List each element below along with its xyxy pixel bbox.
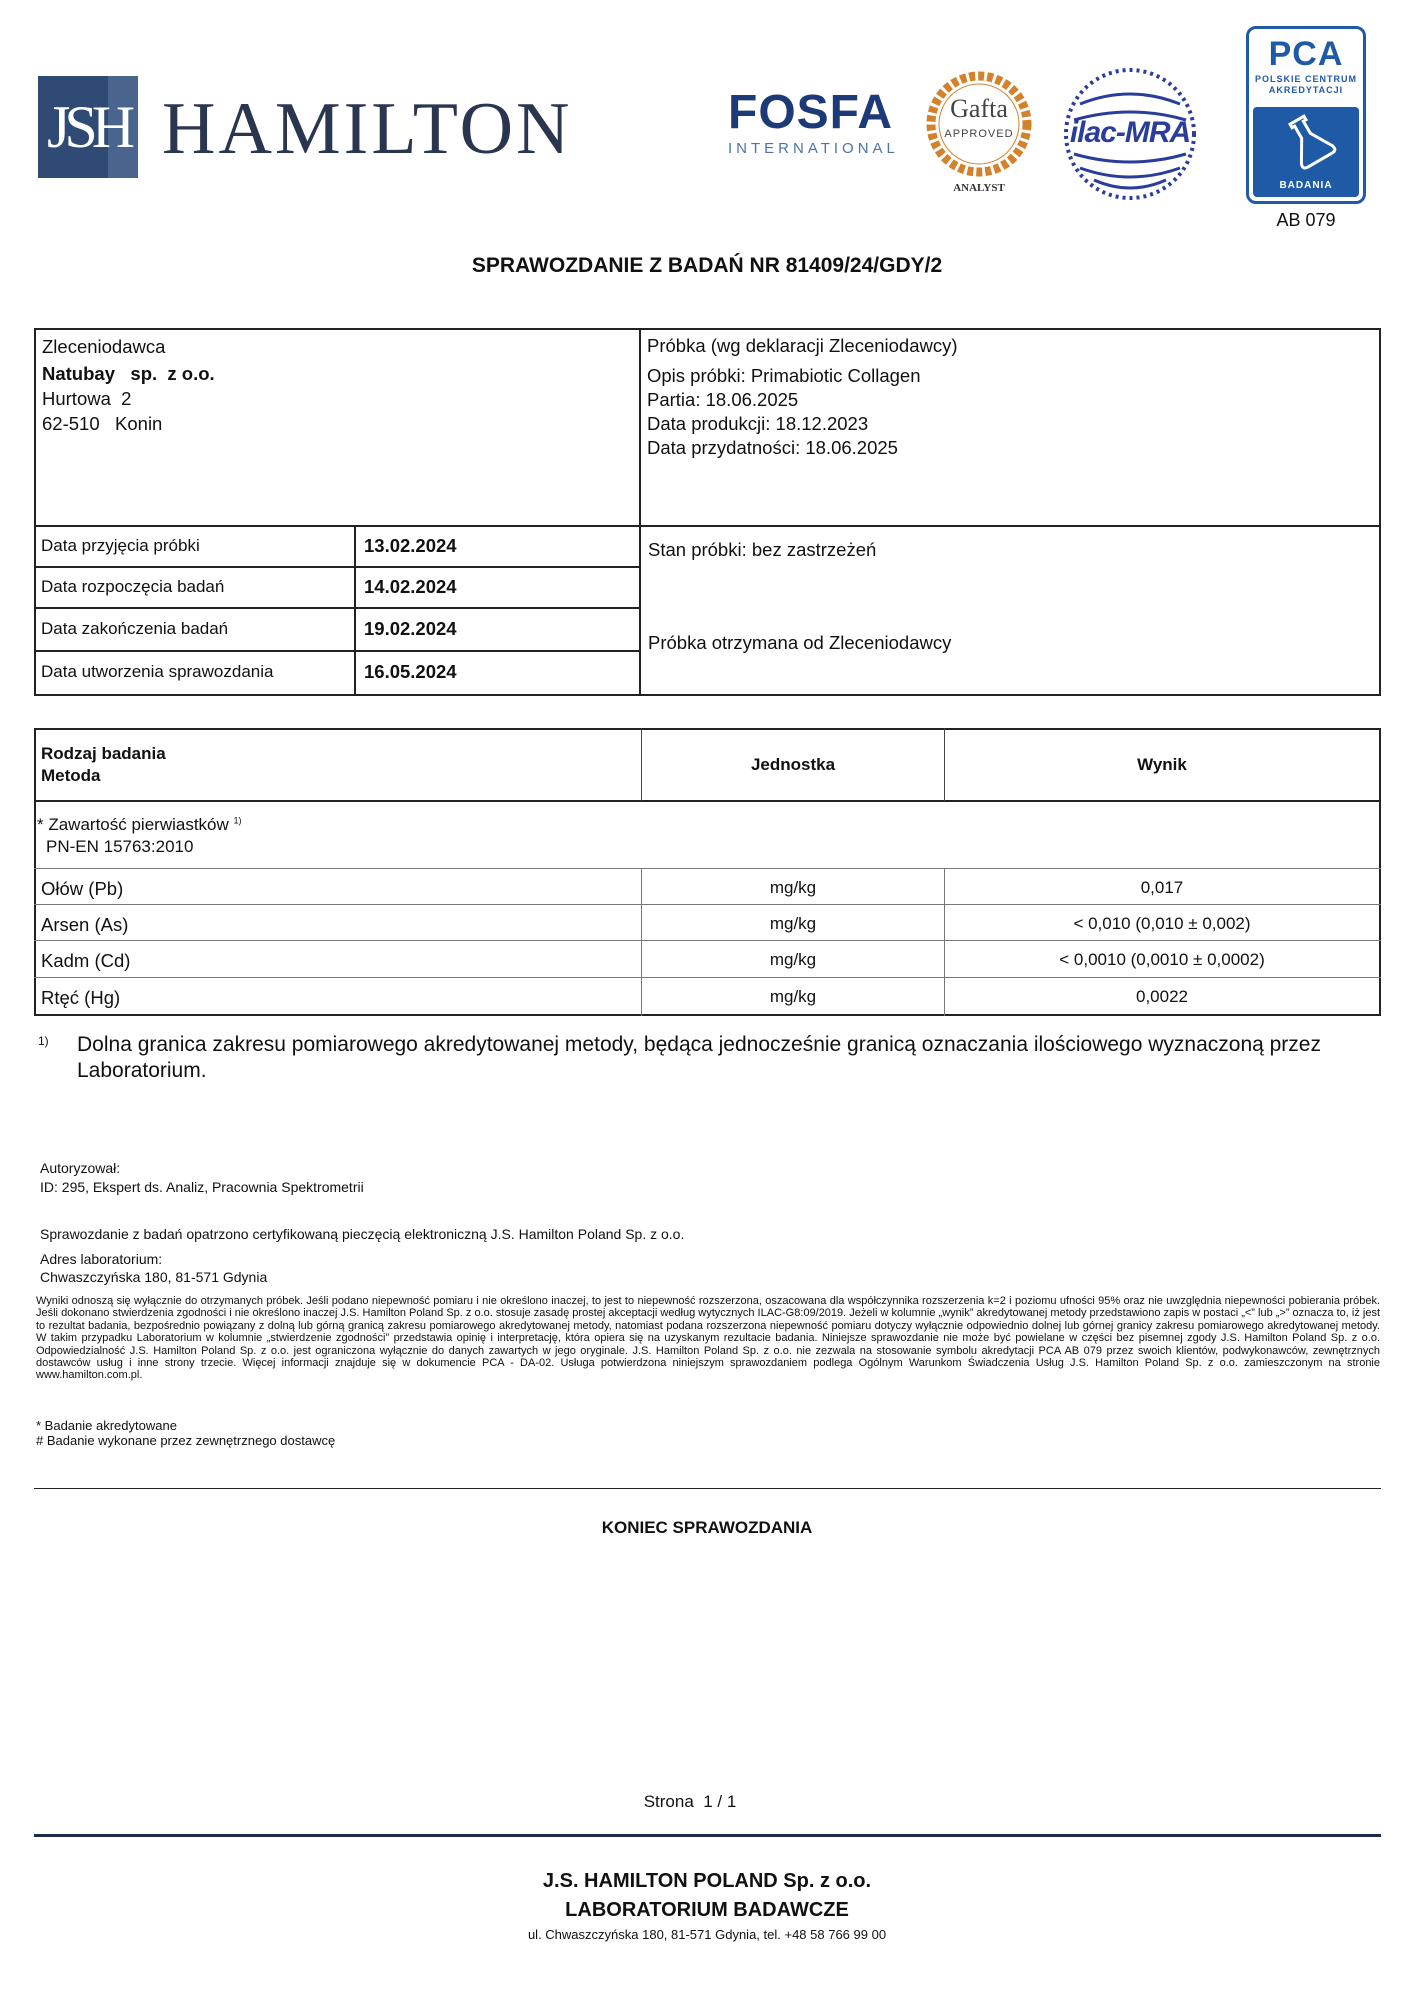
date-value: 14.02.2024 <box>364 576 457 597</box>
date-row-line <box>34 566 641 568</box>
results-header-line <box>34 800 1381 802</box>
group-title-text: * Zawartość pierwiastków <box>37 815 229 834</box>
dates-col-divider <box>354 525 356 696</box>
pca-subtitle-2: AKREDYTACJI <box>1268 85 1344 95</box>
authorized-label: Autoryzował: <box>40 1160 121 1176</box>
report-title: SPRAWOZDANIE Z BADAŃ NR 81409/24/GDY/2 <box>471 254 943 277</box>
result-value: 0,017 <box>1140 878 1184 897</box>
client-dates-divider <box>34 525 1381 527</box>
result-unit: mg/kg <box>769 987 817 1006</box>
sample-description: Opis próbki: Primabiotic Collagen <box>647 365 921 386</box>
flask-icon <box>1253 107 1365 177</box>
legend-accredited: * Badanie akredytowane <box>36 1418 177 1433</box>
client-city: 62-510 Konin <box>42 413 163 434</box>
hamilton-monogram-logo <box>38 76 138 178</box>
result-unit: mg/kg <box>769 878 817 897</box>
authorized-value: ID: 295, Ekspert ds. Analiz, Pracownia Spektrometrii <box>40 1179 364 1195</box>
group-footnote-ref: 1) <box>233 815 242 826</box>
result-value: < 0,0010 (0,0010 ± 0,0002) <box>1059 950 1265 969</box>
date-label: Data przyjęcia próbki <box>41 536 200 555</box>
table-row-line <box>34 904 1381 905</box>
footer-address: ul. Chwaszczyńska 180, 81-571 Gdynia, tel. +48 58 766 99 00 <box>527 1927 887 1942</box>
sample-batch: Partia: 18.06.2025 <box>647 389 799 410</box>
pca-title: PCA <box>1268 35 1344 73</box>
hamilton-wordmark: HAMILTON <box>162 88 573 170</box>
col-header-result: Wynik <box>1137 755 1187 774</box>
pca-subtitle-1: POLSKIE CENTRUM <box>1254 74 1357 84</box>
table-row-line <box>34 977 1381 978</box>
client-divider <box>639 328 641 696</box>
date-label: Data rozpoczęcia badań <box>41 577 225 596</box>
date-value: 16.05.2024 <box>364 661 457 682</box>
client-name: Natubay sp. z o.o. <box>42 363 215 384</box>
sample-expiry-date: Data przydatności: 18.06.2025 <box>647 437 898 458</box>
end-of-report: KONIEC SPRAWOZDANIA <box>601 1518 813 1537</box>
end-divider <box>34 1488 1381 1489</box>
footer-lab: LABORATORIUM BADAWCZE <box>565 1899 849 1921</box>
result-group-method: PN-EN 15763:2010 <box>46 837 194 856</box>
result-name: Arsen (As) <box>41 914 129 935</box>
fosfa-logo <box>728 88 908 162</box>
ilac-mra-logo <box>1060 64 1200 204</box>
hamilton-monogram: JSH <box>46 94 130 160</box>
date-row-line <box>34 650 641 652</box>
sample-production-date: Data produkcji: 18.12.2023 <box>647 413 869 434</box>
col-header-method: Metoda <box>41 766 101 785</box>
pca-accreditation-logo <box>1246 26 1366 204</box>
date-value: 13.02.2024 <box>364 535 457 556</box>
col-header-type: Rodzaj badania <box>41 744 166 763</box>
fosfa-title: FOSFA <box>728 86 894 139</box>
gafta-approved: APPROVED <box>944 128 1014 140</box>
result-name: Rtęć (Hg) <box>41 987 121 1008</box>
legend-external: # Badanie wykonane przez zewnętrznego dostawcę <box>36 1433 336 1448</box>
footnote-marker: 1) <box>38 1034 49 1048</box>
table-row-line <box>34 940 1381 941</box>
seal-note: Sprawozdanie z badań opatrzono certyfikowaną pieczęcią elektroniczną J.S. Hamilton Poland Sp. z o.o. <box>40 1226 685 1242</box>
footnote-text: Dolna granica zakresu pomiarowego akredytowanej metody, będąca jednocześnie granicą oznaczania ilościowego wyznaczoną przez Laboratorium. <box>77 1033 1321 1082</box>
legal-disclaimer: Wyniki odnoszą się wyłącznie do otrzymanych próbek. Jeśli podano niepewność pomiaru i nie określono inaczej, to jest to niepewność rozszerzona, oszacowana dla współczynnika rozszerzenia k=2 i poziomu ufności 95% oraz nie uwzględnia niepewności pobierania próbek. Jeśli dokonano stwierdzenia zgodności i nie określono inaczej J.S. Hamilton Poland Sp. z o.o. stosuje zasadę prostej akceptacji według wytycznych ILAC-G8:09/2019. Jeżeli w kolumnie „wynik” akredytowanej metody przedstawiono zapis w postaci „<” lub „>” oznacza to, iż jest to rezultat badania, bezpośrednio powiązany z dolną lub górną granicą zakresu pomiarowego akredytowanej metody, natomiast podana rozszerzona niepewność pomiaru dotyczy wyłącznie odpowiednio dolnej lub górnej granicy zakresu pomiarowego akredytowanej metody. W takim przypadku Laboratorium w kolumnie „stwierdzenie zgodności” przedstawia opinię i interpretację, która opiera się na uzyskanym rezultacie badania. Niniejsze sprawozdanie nie może być powielane w części bez pisemnej zgody J.S. Hamilton Poland Sp. z o.o. Odpowiedzialność J.S. Hamilton Poland Sp. z o.o. jest ograniczona wyłącznie do danych zawartych w jego oryginale. J.S. Hamilton Poland Sp. z o.o. nie zezwala na stosowanie symbolu akredytacji PCA AB 079 przez swoich klientów, podwykonawców, zewnętrznych dostawców usług i inne strony trzecie. Więcej informacji znajduje się w dokumencie PCA - DA-02. Usługa potwierdzona niniejszym sprawozdaniem podlega Ogólnym Warunkom Świadczenia Usług J.S. Hamilton Poland Sp. z o.o. zamieszczonym na stronie www.hamilton.com.pl. <box>36 1295 1380 1382</box>
pca-badge-panel <box>1253 107 1359 197</box>
footer-company: J.S. HAMILTON POLAND Sp. z o.o. <box>542 1870 872 1892</box>
result-unit: mg/kg <box>769 914 817 933</box>
date-label: Data utworzenia sprawozdania <box>41 662 274 681</box>
table-row-line <box>34 868 1381 869</box>
result-unit: mg/kg <box>769 950 817 969</box>
sample-heading: Próbka (wg deklaracji Zleceniodawcy) <box>647 335 958 356</box>
gafta-title: Gafta <box>950 94 1008 123</box>
gafta-logo <box>920 66 1038 196</box>
date-row-line <box>34 607 641 609</box>
result-value: 0,0022 <box>1136 987 1188 1006</box>
lab-address-label: Adres laboratorium: <box>40 1251 163 1267</box>
client-heading: Zleceniodawca <box>42 336 166 357</box>
client-street: Hurtowa 2 <box>42 388 132 409</box>
result-name: Kadm (Cd) <box>41 950 131 971</box>
gafta-analyst: ANALYST <box>953 182 1005 194</box>
ilac-text: ilac-MRA <box>1069 116 1191 149</box>
pca-badge-label: BADANIA <box>1279 180 1333 191</box>
fosfa-subtitle: INTERNATIONAL <box>728 140 899 157</box>
result-group-title <box>37 815 242 835</box>
date-label: Data zakończenia badań <box>41 619 229 638</box>
col-header-unit: Jednostka <box>750 755 836 774</box>
page-number: Strona 1 / 1 <box>643 1792 737 1811</box>
footer-rule <box>34 1834 1381 1837</box>
sample-condition: Stan próbki: bez zastrzeżeń <box>648 539 877 560</box>
result-name: Ołów (Pb) <box>41 878 124 899</box>
lab-address-value: Chwaszczyńska 180, 81-571 Gdynia <box>40 1269 268 1285</box>
sample-received-from: Próbka otrzymana od Zleceniodawcy <box>648 632 952 653</box>
result-value: < 0,010 (0,010 ± 0,002) <box>1073 914 1251 933</box>
date-value: 19.02.2024 <box>364 618 457 639</box>
pca-accreditation-code: AB 079 <box>1276 210 1336 230</box>
